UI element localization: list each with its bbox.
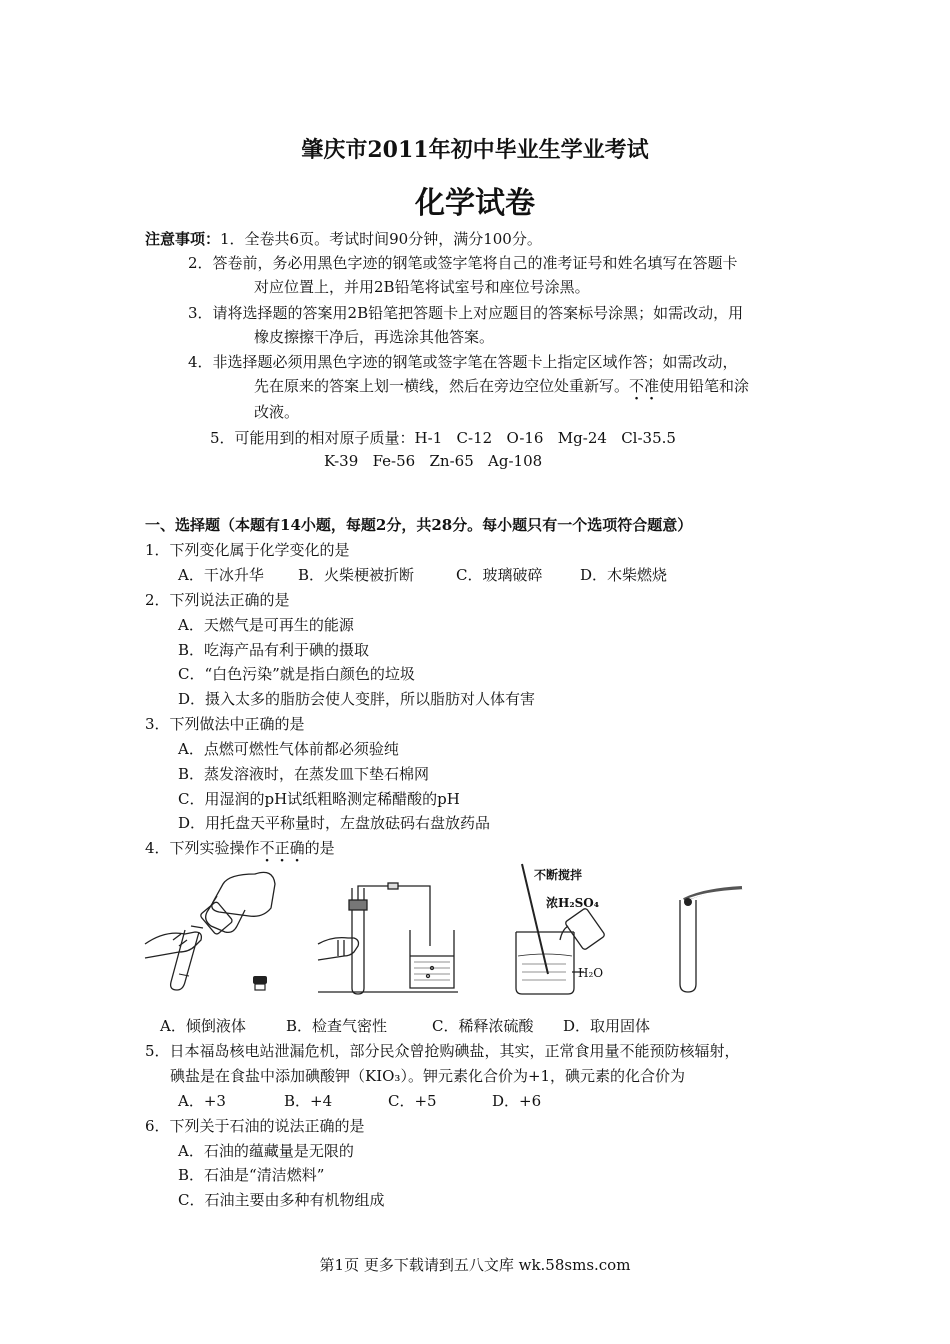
q1-option-a: A．干冰升华	[178, 566, 264, 584]
q4-stem-pre: 4．下列实验操作	[145, 839, 260, 857]
emphasis-char: 确	[289, 839, 305, 857]
note-1: 1．全卷共6页。考试时间90分钟，满分100分。	[220, 230, 542, 248]
note-2a: 2．答卷前，务必用黑色字迹的钢笔或签字笔将自己的准考证号和姓名填写在答题卡	[188, 254, 738, 272]
note-4b	[254, 375, 749, 396]
q4-option-b: B．检查气密性	[286, 1017, 388, 1035]
figure-taking-solid	[676, 886, 746, 992]
q2-option-d: D．摄入太多的脂肪会使人变胖，所以脂肪对人体有害	[178, 690, 536, 708]
q3-stem: 3．下列做法中正确的是	[145, 715, 305, 733]
emphasis-char: 准	[644, 377, 660, 395]
note-4b-pre: 先在原来的答案上划一横线，然后在旁边空位处重新写。	[254, 377, 630, 395]
label-water: H₂O	[578, 966, 604, 980]
label-stir: 不断搅拌	[534, 868, 583, 882]
q6-option-c: C．石油主要由多种有机物组成	[178, 1191, 385, 1209]
section-heading: 一、选择题（本题有14小题，每题2分，共28分。每小题只有一个选项符合题意）	[145, 516, 693, 534]
q5-option-d: D．+6	[492, 1092, 542, 1110]
note-4b-post: 使用铅笔和涂	[659, 377, 750, 395]
q3-option-d: D．用托盘天平称量时，左盘放砝码右盘放药品	[178, 814, 491, 832]
figure-pouring-liquid	[145, 866, 285, 996]
q2-option-a: A．天燃气是可再生的能源	[178, 616, 354, 634]
q4-stem-post: 的是	[304, 839, 335, 857]
figure-diluting-acid	[506, 864, 636, 999]
q2-option-b: B．吃海产品有利于碘的摄取	[178, 641, 370, 659]
q5-line-2: 碘盐是在食盐中添加碘酸钾（KIO₃）。钾元素化合价为+1，碘元素的化合价为	[170, 1067, 686, 1085]
q6-option-a: A．石油的蕴藏量是无限的	[178, 1142, 354, 1160]
note-3a: 3．请将选择题的答案用2B铅笔把答题卡上对应题目的答案标号涂黑；如需改动，用	[188, 304, 744, 322]
q4-stem	[145, 837, 335, 858]
notes-label: 注意事项：	[145, 230, 221, 248]
figure-airtightness-check	[318, 880, 458, 995]
note-2b: 对应位置上，并用2B铅笔将试室号和座位号涂黑。	[254, 278, 590, 296]
q5-line-1: 5．日本福岛核电站泄漏危机，部分民众曾抢购碘盐，其实，正常食用量不能预防核辐射，	[145, 1042, 740, 1060]
page-footer: 第1页 更多下载请到五八文库 wk.58sms.com	[319, 1256, 631, 1274]
exam-subtitle: 化学试卷	[415, 186, 535, 221]
q4-option-c: C．稀释浓硫酸	[432, 1017, 534, 1035]
q3-option-a: A．点燃可燃性气体前都必须验纯	[178, 740, 399, 758]
q2-option-c: C．“白色污染”就是指白颜色的垃圾	[178, 665, 415, 683]
q5-option-b: B．+4	[284, 1092, 333, 1110]
q4-option-a: A．倾倒液体	[160, 1017, 246, 1035]
q1-option-d: D．木柴燃烧	[580, 566, 668, 584]
q3-option-b: B．蒸发溶液时，在蒸发皿下垫石棉网	[178, 765, 430, 783]
label-acid: 浓H₂SO₄	[546, 896, 599, 910]
q6-option-b: B．石油是“清洁燃料”	[178, 1166, 325, 1184]
exam-title: 肇庆市2011年初中毕业生学业考试	[301, 137, 649, 163]
note-3b: 橡皮擦擦干净后，再选涂其他答案。	[254, 328, 495, 346]
emphasis-char: 不	[259, 839, 275, 857]
q5-option-a: A．+3	[178, 1092, 226, 1110]
note-5a: 5．可能用到的相对原子质量：H-1 C-12 O-16 Mg-24 Cl-35.5	[210, 429, 676, 447]
q5-option-c: C．+5	[388, 1092, 437, 1110]
q1-option-b: B．火柴梗被折断	[298, 566, 415, 584]
q3-option-c: C．用湿润的pH试纸粗略测定稀醋酸的pH	[178, 790, 460, 808]
q1-option-c: C．玻璃破碎	[456, 566, 543, 584]
emphasis-char: 正	[274, 839, 290, 857]
note-5b: K-39 Fe-56 Zn-65 Ag-108	[324, 452, 543, 470]
q1-stem: 1．下列变化属于化学变化的是	[145, 541, 350, 559]
notes-line-1	[145, 228, 542, 249]
note-4a: 4．非选择题必须用黑色字迹的钢笔或签字笔在答题卡上指定区域作答；如需改动，	[188, 353, 738, 371]
q4-option-d: D．取用固体	[563, 1017, 651, 1035]
q2-stem: 2．下列说法正确的是	[145, 591, 290, 609]
note-4c: 改液。	[254, 403, 300, 421]
q6-stem: 6．下列关于石油的说法正确的是	[145, 1117, 365, 1135]
emphasis-char: 不	[629, 377, 645, 395]
